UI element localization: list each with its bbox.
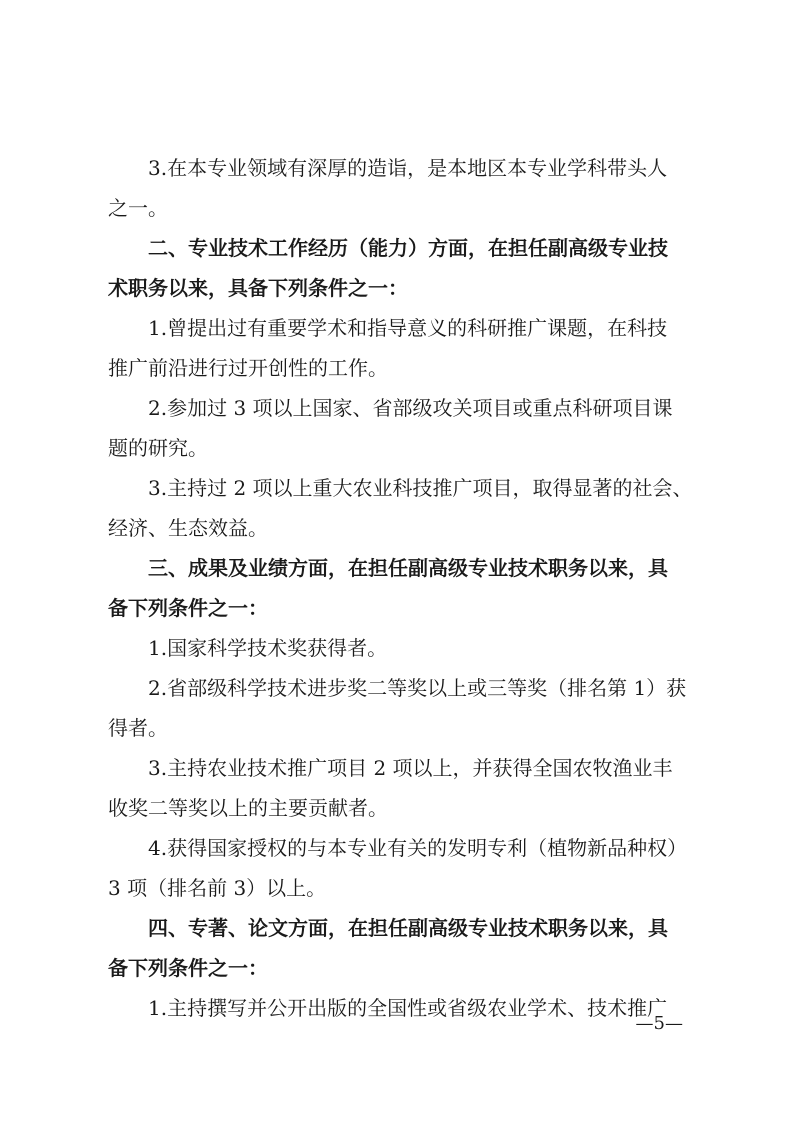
- paragraph-line: 得者。: [108, 716, 168, 740]
- paragraph-line: 3.在本专业领域有深厚的造诣，是本地区本专业学科带头人: [148, 156, 668, 180]
- section-heading-line: 四、专著、论文方面，在担任副高级专业技术职务以来，具: [148, 916, 668, 940]
- paragraph-line: 3 项（排名前 3）以上。: [108, 876, 327, 900]
- paragraph-line: 推广前沿进行过开创性的工作。: [108, 356, 388, 380]
- paragraph-line: 1.国家科学技术奖获得者。: [148, 636, 388, 660]
- paragraph-line: 3.主持农业技术推广项目 2 项以上，并获得全国农牧渔业丰: [148, 756, 673, 780]
- section-heading-line: 二、专业技术工作经历（能力）方面，在担任副高级专业技: [148, 236, 668, 260]
- paragraph-line: 2.省部级科学技术进步奖二等奖以上或三等奖（排名第 1）获: [148, 676, 687, 700]
- paragraph-line: 4.获得国家授权的与本专业有关的发明专利（植物新品种权）: [148, 836, 688, 860]
- section-heading-line: 三、成果及业绩方面，在担任副高级专业技术职务以来，具: [148, 556, 668, 580]
- paragraph-line: 1.主持撰写并公开出版的全国性或省级农业学术、技术推广: [148, 996, 668, 1020]
- paragraph-line: 收奖二等奖以上的主要贡献者。: [108, 796, 388, 820]
- paragraph-line: 2.参加过 3 项以上国家、省部级攻关项目或重点科研项目课: [148, 396, 673, 420]
- paragraph-line: 题的研究。: [108, 436, 208, 460]
- paragraph-line: 之一。: [108, 196, 168, 220]
- paragraph-line: 1.曾提出过有重要学术和指导意义的科研推广课题，在科技: [148, 316, 668, 340]
- page-number: —5—: [635, 1013, 683, 1034]
- section-heading-line: 备下列条件之一：: [108, 596, 268, 620]
- section-heading-line: 备下列条件之一：: [108, 956, 268, 980]
- paragraph-line: 3.主持过 2 项以上重大农业科技推广项目，取得显著的社会、: [148, 476, 693, 500]
- paragraph-line: 经济、生态效益。: [108, 516, 268, 540]
- section-heading-line: 术职务以来，具备下列条件之一：: [108, 276, 408, 300]
